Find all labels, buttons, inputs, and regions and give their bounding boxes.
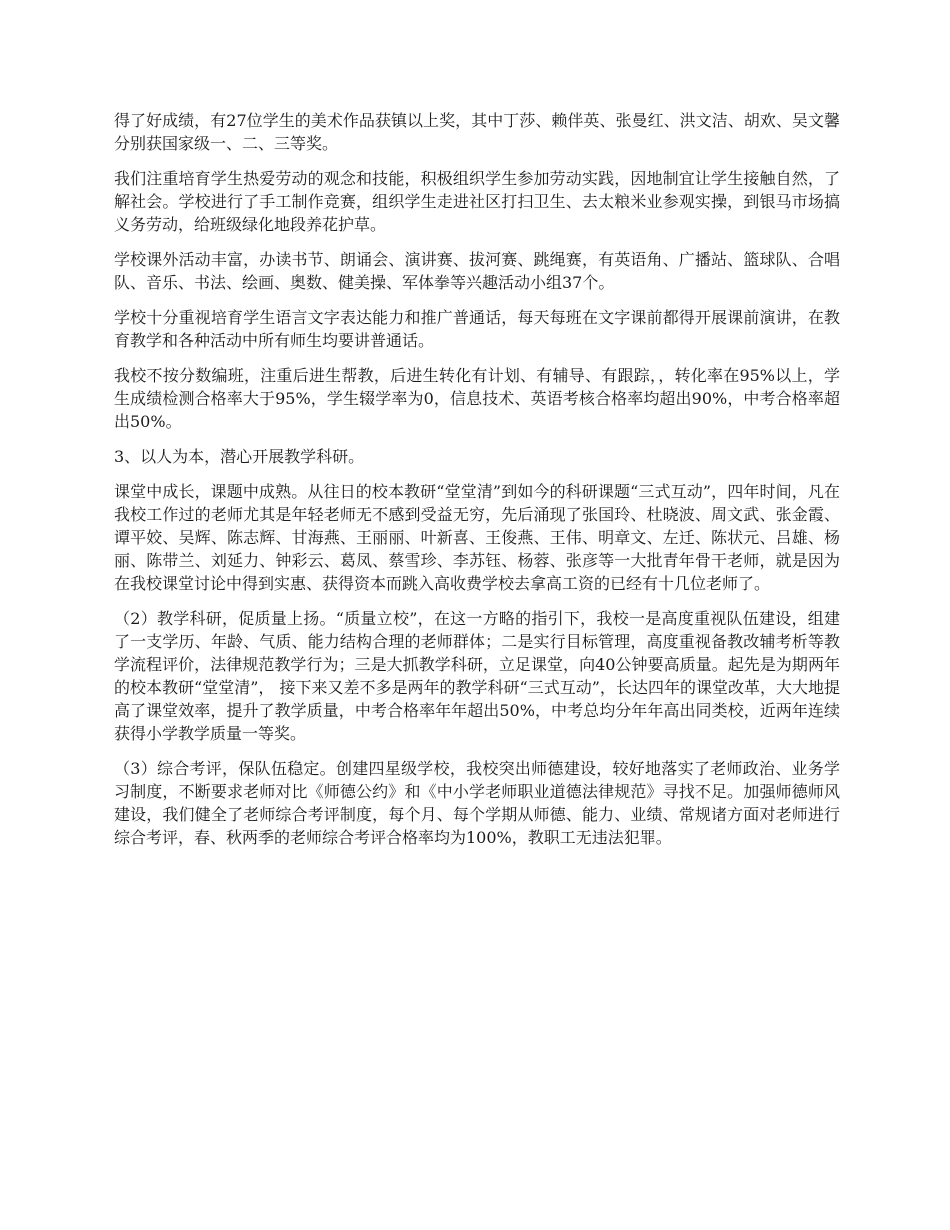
paragraph-labor-education: 我们注重培育学生热爱劳动的观念和技能，积极组织学生参加劳动实践，因地制宜让学生接触自然，了解社会。学校进行了手工制作竞赛，组织学生走进社区打扫卫生、去太粮米业参观实操，到银马市场搞义务劳动，给班级绿化地段养花护草。 [114,169,840,234]
paragraph-art-awards: 得了好成绩，有27位学生的美术作品获镇以上奖，其中丁莎、赖伴英、张曼红、洪文洁、胡欢、吴文馨分别获国家级一、二、三等奖。 [114,111,840,153]
document-page [114,109,840,861]
paragraph-mandarin: 学校十分重视培育学生语言文字表达能力和推广普通话，每天每班在文字课前都得开展课前演讲，在教育教学和各种活动中所有师生均要讲普通话。 [114,308,840,350]
paragraph-grading-policy: 我校不按分数编班，注重后进生帮教，后进生转化有计划、有辅导、有跟踪，，转化率在95%以上，学生成绩检测合格率大于95%，学生辍学率为0，信息技术、英语考核合格率均超出90%，中考合格率超出50%。 [114,366,840,431]
section-heading-research: 3、以人为本，潜心开展教学科研。 [114,447,365,466]
paragraph-evaluation: （3）综合考评，保队伍稳定。创建四星级学校，我校突出师德建设，较好地落实了老师政治、业务学习制度，不断要求老师对比《师德公约》和《中小学老师职业道德法律规范》寻找不足。加强师德师风建设，我们健全了老师综合考评制度，每个月、每个学期从师德、能力、业绩、常规诸方面对老师进行综合考评，春、秋两季的老师综合考评合格率均为100%，教职工无违法犯罪。 [114,759,840,847]
paragraph-teaching-research: （2）教学科研，促质量上扬。“质量立校”，在这一方略的指引下，我校一是高度重视队伍建设，组建了一支学历、年龄、气质、能力结构合理的老师群体；二是实行目标管理，高度重视备教改辅考析等教学流程评价，法律规范教学行为；三是大抓教学科研，立足课堂，向40公钟要高质量。起先是为期两年的校本教研“堂堂清”， 接下来又差不多是两年的教学科研“三式互动”，长达四年的课堂改革，大大地提高了课堂效率，提升了教学质量，中考合格率年年超出50%，中考总均分年年高出同类校，近两年连续获得小学教学质量一等奖。 [114,609,840,743]
paragraph-extracurricular: 学校课外活动丰富，办读书节、朗诵会、演讲赛、拔河赛、跳绳赛，有英语角、广播站、篮球队、合唱队、音乐、书法、绘画、奥数、健美操、军体拳等兴趣活动小组37个。 [114,250,840,292]
paragraph-teacher-growth: 课堂中成长，课题中成熟。从往日的校本教研“堂堂清”到如今的科研课题“三式互动”，四年时间，凡在我校工作过的老师尤其是年轻老师无不感到受益无穷，先后涌现了张国玲、杜晓波、周文武、张金霞、谭平姣、吴辉、陈志辉、甘海燕、王丽丽、叶新喜、王俊燕、王伟、明章文、左迁、陈状元、吕雄、杨丽、陈带兰、刘延力、钟彩云、葛凤、蔡雪珍、李苏钰、杨蓉、张彦等一大批青年骨干老师，就是因为在我校课堂讨论中得到实惠、获得资本而跳入高收费学校去拿高工资的已经有十几位老师了。 [114,482,840,593]
